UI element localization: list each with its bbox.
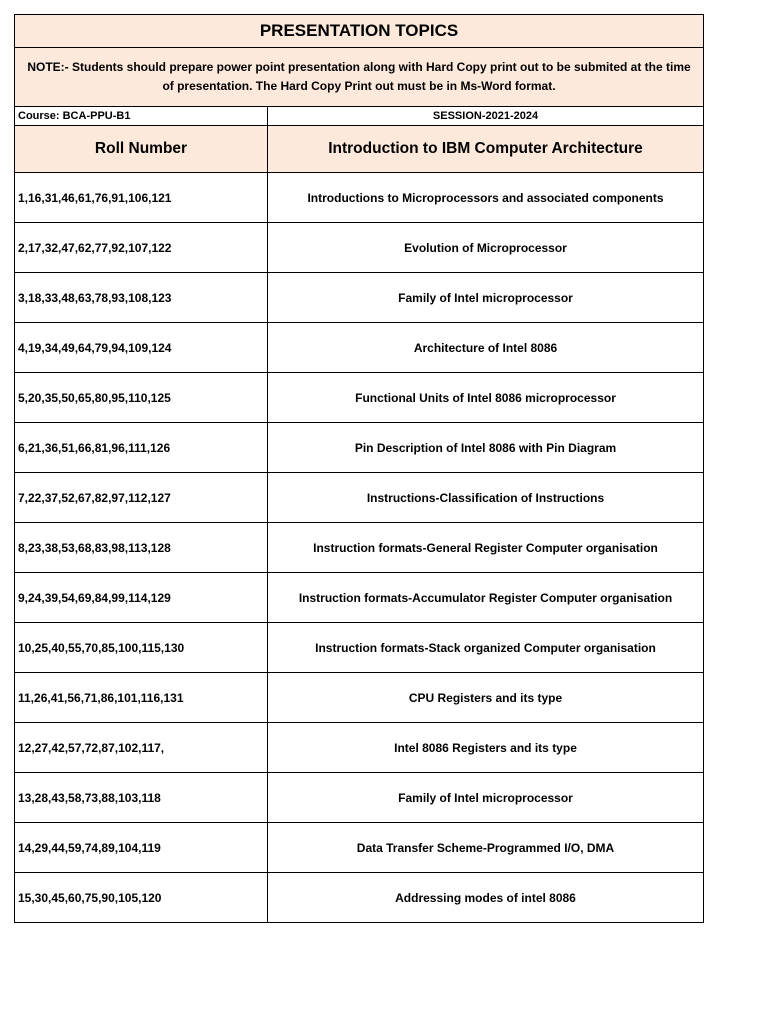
course-label: Course: BCA-PPU-B1 [15,107,268,126]
table-row [15,373,704,423]
roll-numbers-cell: 12,27,42,57,72,87,102,117, [15,723,268,773]
topic-cell: Intel 8086 Registers and its type [268,723,704,773]
table-row [15,273,704,323]
table-row [15,323,704,373]
roll-numbers-cell: 6,21,36,51,66,81,96,111,126 [15,423,268,473]
table-row [15,423,704,473]
table-row [15,223,704,273]
roll-numbers-cell: 9,24,39,54,69,84,99,114,129 [15,573,268,623]
topic-cell: Instructions-Classification of Instructions [268,473,704,523]
roll-numbers-cell: 14,29,44,59,74,89,104,119 [15,823,268,873]
presentation-topics-sheet [14,14,703,923]
topic-cell: Architecture of Intel 8086 [268,323,704,373]
roll-numbers-cell: 11,26,41,56,71,86,101,116,131 [15,673,268,723]
topics-table [14,14,704,923]
topic-cell: Instruction formats-Stack organized Computer organisation [268,623,704,673]
roll-numbers-cell: 4,19,34,49,64,79,94,109,124 [15,323,268,373]
topic-cell: Functional Units of Intel 8086 microprocessor [268,373,704,423]
topic-cell: Evolution of Microprocessor [268,223,704,273]
topic-cell: Pin Description of Intel 8086 with Pin Diagram [268,423,704,473]
table-row [15,823,704,873]
table-row [15,623,704,673]
roll-numbers-cell: 15,30,45,60,75,90,105,120 [15,873,268,923]
topic-cell: Introductions to Microprocessors and associated components [268,173,704,223]
note-text: NOTE:- Students should prepare power point presentation along with Hard Copy print out to be submited at the time of presentation. The Hard Copy Print out must be in Ms-Word format. [15,48,704,107]
roll-numbers-cell: 8,23,38,53,68,83,98,113,128 [15,523,268,573]
topic-cell: Family of Intel microprocessor [268,773,704,823]
page-title: PRESENTATION TOPICS [15,15,704,48]
table-row [15,873,704,923]
roll-numbers-cell: 2,17,32,47,62,77,92,107,122 [15,223,268,273]
roll-number-header: Roll Number [15,126,268,173]
table-row [15,473,704,523]
table-row [15,173,704,223]
roll-numbers-cell: 10,25,40,55,70,85,100,115,130 [15,623,268,673]
topic-cell: Instruction formats-Accumulator Register Computer organisation [268,573,704,623]
table-row [15,523,704,573]
topic-cell: Data Transfer Scheme-Programmed I/O, DMA [268,823,704,873]
topic-header: Introduction to IBM Computer Architecture [268,126,704,173]
topic-cell: Family of Intel microprocessor [268,273,704,323]
table-row [15,573,704,623]
roll-numbers-cell: 5,20,35,50,65,80,95,110,125 [15,373,268,423]
roll-numbers-cell: 13,28,43,58,73,88,103,118 [15,773,268,823]
session-label: SESSION-2021-2024 [268,107,704,126]
table-row [15,723,704,773]
table-row [15,773,704,823]
roll-numbers-cell: 7,22,37,52,67,82,97,112,127 [15,473,268,523]
topic-cell: Addressing modes of intel 8086 [268,873,704,923]
roll-numbers-cell: 3,18,33,48,63,78,93,108,123 [15,273,268,323]
table-row [15,673,704,723]
topic-cell: Instruction formats-General Register Computer organisation [268,523,704,573]
roll-numbers-cell: 1,16,31,46,61,76,91,106,121 [15,173,268,223]
topic-cell: CPU Registers and its type [268,673,704,723]
